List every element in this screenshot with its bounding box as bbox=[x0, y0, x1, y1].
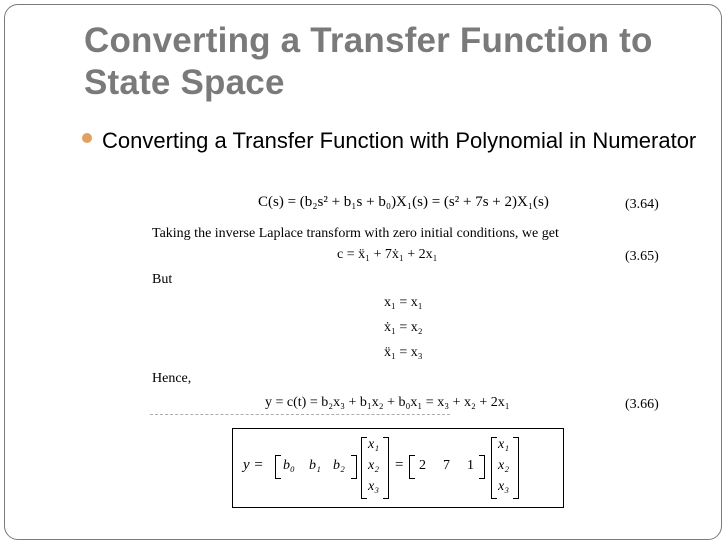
vec1-x3: x₃ bbox=[368, 479, 380, 494]
text-but: But bbox=[152, 272, 173, 287]
row-vector-numeric bbox=[409, 455, 485, 479]
state-eq-1: x₁ = x₁ bbox=[384, 295, 423, 310]
text-taking-laplace: Taking the inverse Laplace transform with zero initial conditions, we get bbox=[152, 226, 559, 241]
state-vector-2 bbox=[491, 437, 519, 499]
output-lhs: y = bbox=[243, 457, 264, 473]
output-equation-box bbox=[232, 428, 564, 508]
slide-title: Converting a Transfer Function to State Space bbox=[84, 21, 653, 102]
vec2-x3: x₃ bbox=[498, 479, 510, 494]
bullet-text: Converting a Transfer Function with Polynomial in Numerator bbox=[102, 128, 697, 153]
row-num-2: 1 bbox=[467, 458, 474, 473]
equation-3-66: y = c(t) = b₂x₃ + b₁x₂ + b₀x₁ = x₃ + x₂ + 2x₁ bbox=[265, 395, 510, 410]
text-hence: Hence, bbox=[152, 371, 192, 386]
vec2-x2: x₂ bbox=[498, 458, 510, 473]
equation-number-3-66: (3.66) bbox=[625, 397, 659, 412]
vec2-x1: x₁ bbox=[498, 437, 510, 452]
row-b-1: b₁ bbox=[309, 458, 321, 473]
state-eq-2: ẋ₁ = x₂ bbox=[384, 320, 423, 335]
row-b-2: b₂ bbox=[333, 458, 345, 473]
row-vector-b bbox=[275, 455, 357, 479]
vec1-x2: x₂ bbox=[368, 458, 380, 473]
equation-3-65: c = ẍ₁ + 7ẋ₁ + 2x₁ bbox=[337, 247, 438, 262]
row-num-0: 2 bbox=[419, 458, 426, 473]
row-num-1: 7 bbox=[443, 458, 450, 473]
equation-number-3-64: (3.64) bbox=[625, 197, 659, 212]
bullet-dot-icon bbox=[82, 133, 92, 143]
equation-3-64: C(s) = (b₂s² + b₁s + b₀)X₁(s) = (s² + 7s + 2)X₁(s) bbox=[258, 194, 549, 210]
row-b-0: b₀ bbox=[283, 458, 295, 473]
bullet-item bbox=[82, 127, 702, 154]
state-vector-1 bbox=[361, 437, 389, 499]
output-equals: = bbox=[395, 457, 404, 473]
vec1-x1: x₁ bbox=[368, 437, 380, 452]
state-eq-3: ẍ₁ = x₃ bbox=[384, 345, 423, 360]
equation-number-3-65: (3.65) bbox=[625, 249, 659, 264]
cropped-line-divider bbox=[150, 414, 450, 421]
